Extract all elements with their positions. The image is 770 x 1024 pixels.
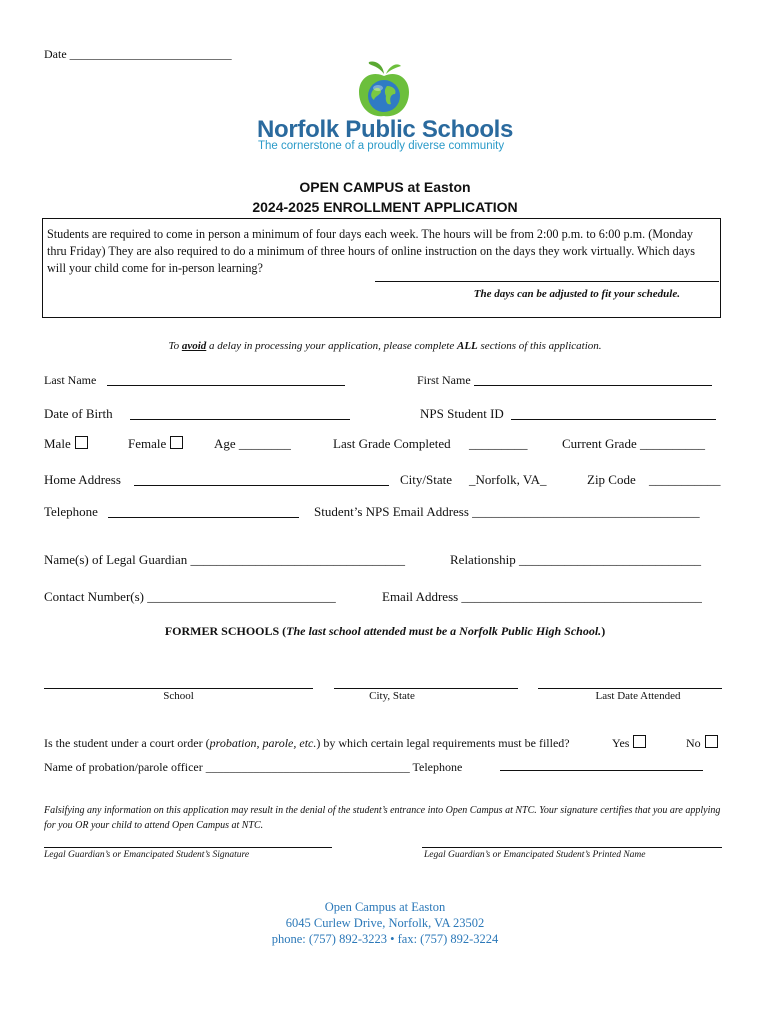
- footer-phone: phone: (757) 892-3223 • fax: (757) 892-3224: [271, 932, 499, 946]
- first-name-label: First Name: [417, 373, 471, 387]
- city-state-label: City/State: [400, 472, 452, 487]
- probation-officer-field[interactable]: Name of probation/parole officer __________________________________ Telephone: [44, 760, 463, 774]
- guardian-email-field[interactable]: Email Address _____________________________________: [382, 589, 702, 604]
- court-no-option[interactable]: No: [686, 735, 718, 751]
- last-name-field[interactable]: [107, 385, 345, 386]
- female-checkbox[interactable]: [170, 436, 183, 449]
- home-address-label: Home Address: [44, 472, 121, 487]
- former-schools-heading: FORMER SCHOOLS (The last school attended must be a Norfolk Public High School.): [164, 624, 606, 638]
- male-checkbox[interactable]: [75, 436, 88, 449]
- male-option[interactable]: Male: [44, 436, 88, 452]
- officer-telephone-field[interactable]: [500, 770, 703, 771]
- relationship-field[interactable]: Relationship ____________________________: [450, 552, 701, 567]
- last-date-attended-field[interactable]: [538, 688, 722, 689]
- form-title: OPEN CAMPUS at Easton: [299, 179, 471, 195]
- zip-label: Zip Code: [587, 472, 636, 487]
- school-col-label: School: [163, 690, 194, 702]
- court-yes-option[interactable]: Yes: [612, 735, 646, 751]
- court-order-question: Is the student under a court order (probation, parole, etc.) by which certain legal requirements must be filled?: [44, 736, 570, 750]
- nps-id-field[interactable]: [511, 419, 716, 420]
- last-name-label: Last Name: [44, 373, 97, 387]
- in-person-notice-box: [42, 218, 721, 318]
- home-address-field[interactable]: [134, 485, 389, 486]
- dob-field[interactable]: [130, 419, 350, 420]
- city-state-value[interactable]: _Norfolk, VA_: [469, 472, 547, 487]
- zip-field[interactable]: ___________: [649, 472, 721, 487]
- nps-id-label: NPS Student ID: [420, 406, 504, 421]
- no-checkbox[interactable]: [705, 735, 718, 748]
- printed-name-label: Legal Guardian’s or Emancipated Student’s Printed Name: [424, 850, 646, 860]
- logo-tagline: The cornerstone of a proudly diverse community: [258, 140, 505, 152]
- female-option[interactable]: Female: [128, 436, 183, 452]
- city-col-label: City, State: [369, 690, 415, 702]
- last-date-col-label: Last Date Attended: [595, 690, 681, 702]
- yes-checkbox[interactable]: [633, 735, 646, 748]
- notice-note: The days can be adjusted to fit your schedule.: [473, 288, 680, 300]
- form-subtitle: 2024-2025 ENROLLMENT APPLICATION: [252, 199, 518, 215]
- date-field[interactable]: Date ___________________________: [44, 47, 232, 61]
- certification-text: Falsifying any information on this application may result in the denial of the student’s entrance into Open Campus at NTC. Your signature certifies that you are applying for you OR your child to attend Open Campus at NTC.: [44, 805, 721, 831]
- school-field[interactable]: [44, 688, 313, 689]
- instruction-text: To avoid a delay in processing your application, please complete ALL sections of this application.: [168, 340, 602, 352]
- signature-label: Legal Guardian’s or Emancipated Student’s Signature: [44, 850, 250, 860]
- telephone-label: Telephone: [44, 504, 98, 519]
- last-grade-label: Last Grade Completed: [333, 436, 451, 451]
- guardian-name-field[interactable]: Name(s) of Legal Guardian _________________________________: [44, 552, 406, 567]
- last-grade-field[interactable]: _________: [469, 436, 528, 451]
- dob-label: Date of Birth: [44, 406, 113, 421]
- notice-text: Students are required to come in person a minimum of four days each week. The hours will be from 2:00 p.m. to 6:00 p.m. (Monday thru Friday) They are also required to do a minimum of three hours of online instruction on the days they work virtually. Which days will your child come for in-person learning?: [47, 227, 695, 275]
- city-state-school-field[interactable]: [334, 688, 518, 689]
- first-name-field[interactable]: [474, 385, 712, 386]
- current-grade-field[interactable]: Current Grade __________: [562, 436, 705, 451]
- student-email-field[interactable]: Student’s NPS Email Address ___________________________________: [314, 504, 700, 519]
- signature-field[interactable]: [44, 847, 332, 848]
- logo-wordmark: Norfolk Public Schools: [257, 116, 514, 143]
- contact-number-field[interactable]: Contact Number(s) _____________________________: [44, 589, 336, 604]
- apple-globe-logo-icon: [357, 60, 411, 120]
- age-field[interactable]: Age ________: [214, 436, 291, 451]
- in-person-days-line[interactable]: [375, 281, 719, 282]
- printed-name-field[interactable]: [422, 847, 722, 848]
- footer-name: Open Campus at Easton: [324, 900, 446, 914]
- telephone-field[interactable]: [108, 517, 299, 518]
- footer-address: 6045 Curlew Drive, Norfolk, VA 23502: [285, 916, 485, 930]
